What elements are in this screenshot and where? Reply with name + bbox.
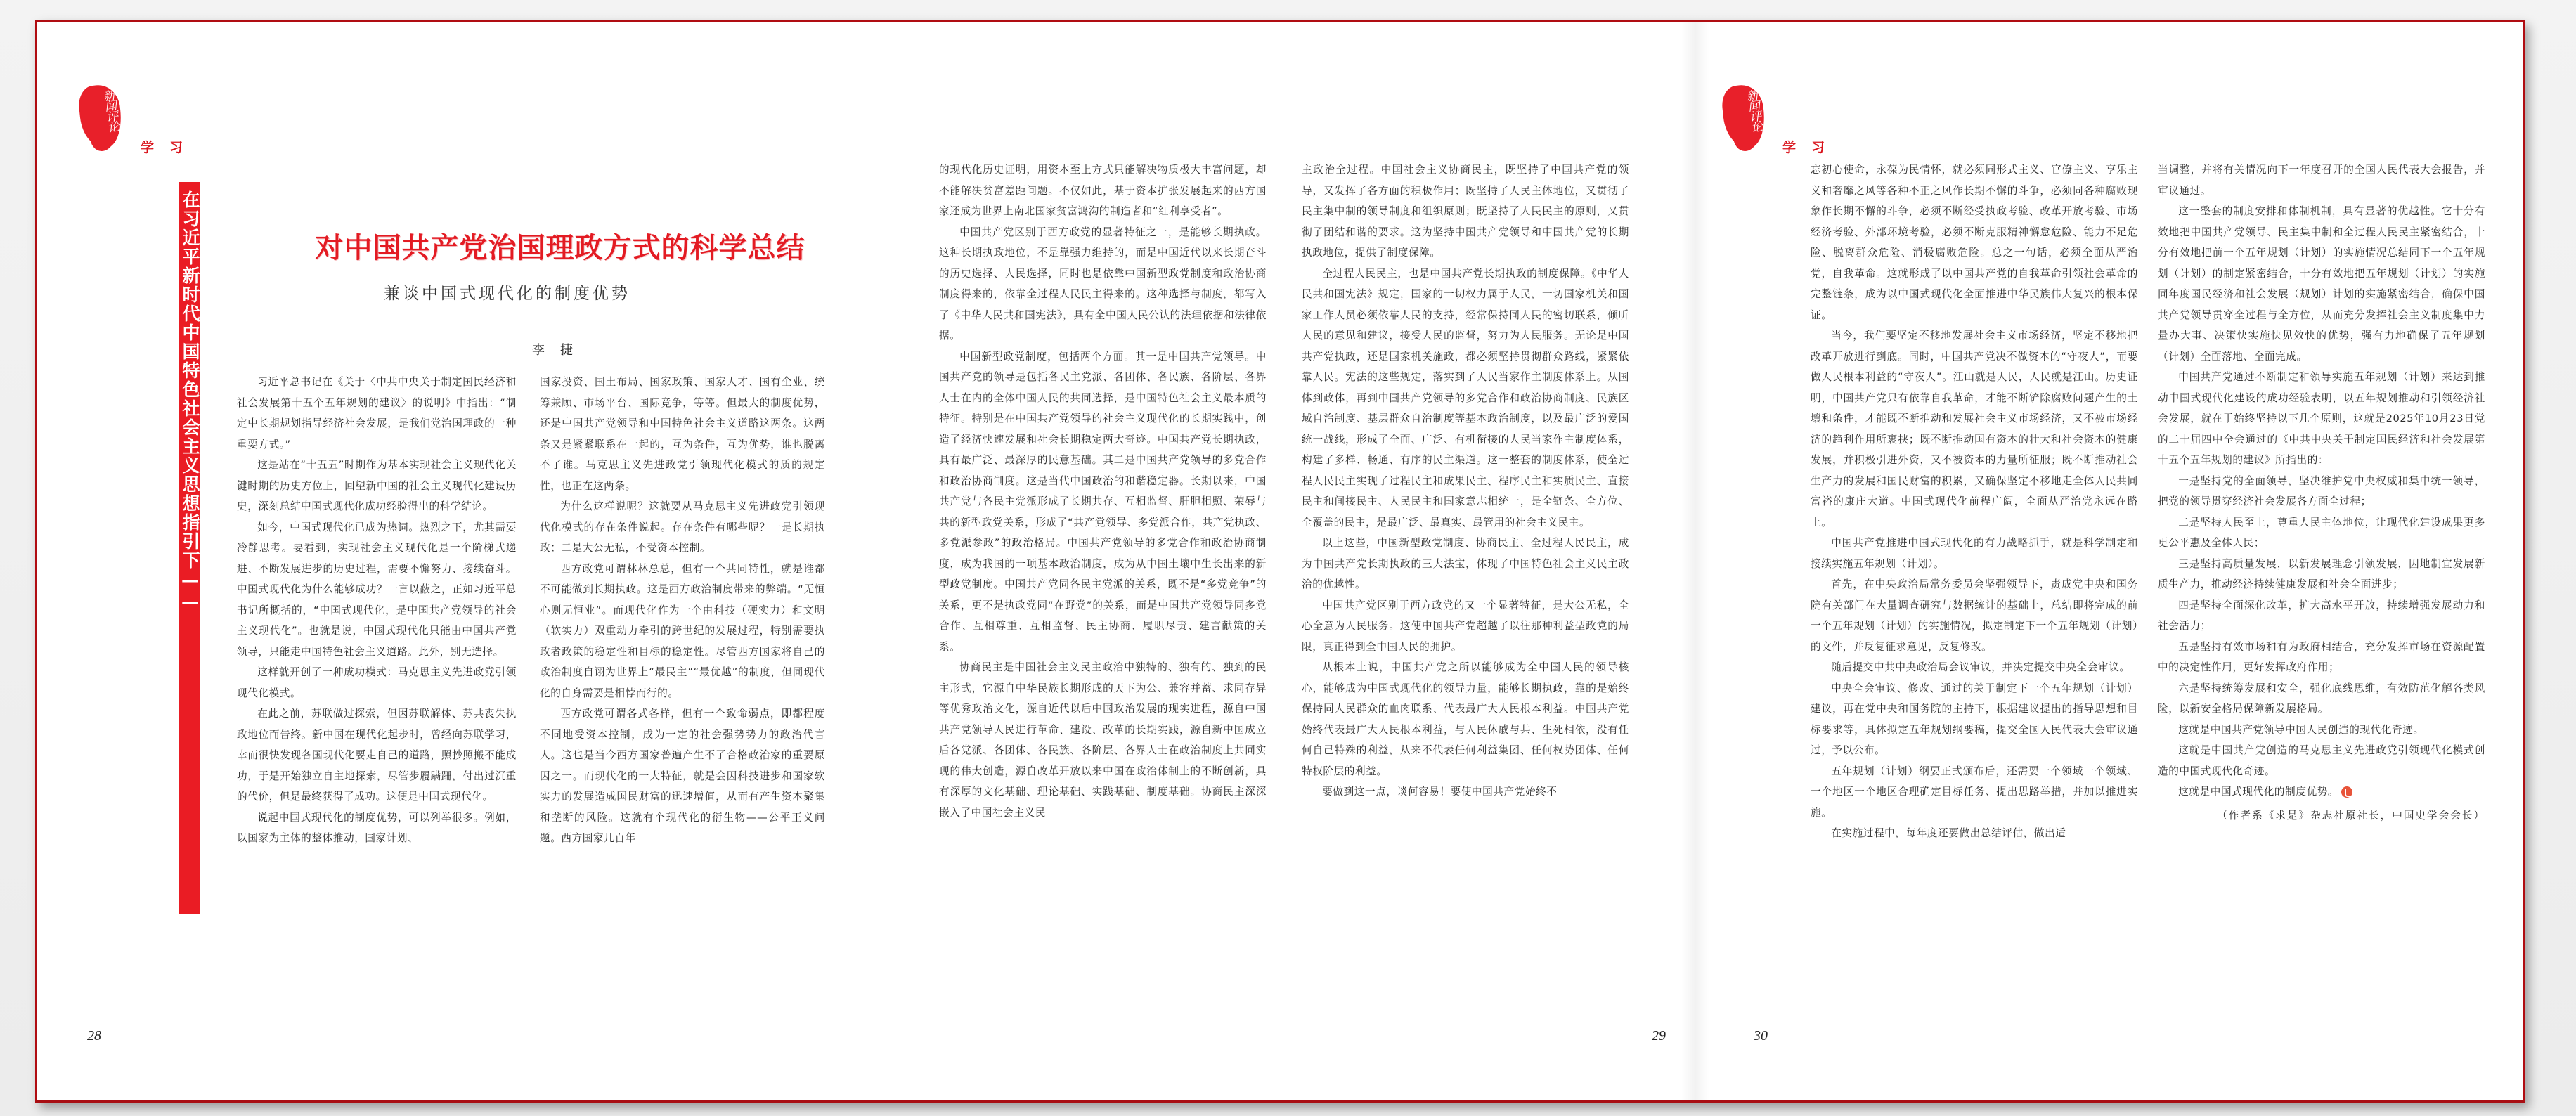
paragraph: 三是坚持高质量发展，以新发展理念引领发展，因地制宜发展新质生产力，推动经济持续健康发展和社会全面进步； xyxy=(2158,557,2485,590)
closing-text: 这就是中国式现代化的制度优势。 xyxy=(2178,786,2339,798)
paragraph: 这一整套的制度安排和体制机制，具有显著的优越性。它十分有效地把中国共产党领导、民主集中制和全过程人民民主紧密结合，十分有效地把前一个五年规划（计划）的实施情况总结同下一个五年规划（计划）的制定紧密结合，十分有效地把五年规划（计划）的实施同年度国民经济和社会发展（规划）计划的实施紧密结合，确保中国共产党领导贯穿全过程与全方位，从而充分发挥社会主义制度集中力量办大事、决策快实施快见效快的优势，强有力地确保了五年规划（计划）全面落地、全面完成。 xyxy=(2158,205,2485,363)
page-number-30: 30 xyxy=(1754,1028,1768,1044)
paragraph: 四是坚持全面深化改革，扩大高水平开放，持续增强发展动力和社会活力； xyxy=(2158,599,2485,632)
paragraph: 如今，中国式现代化已成为热词。热烈之下，尤其需要冷静思考。要看到，实现社会主义现代化是一个阶梯式递进、不断发展进步的历史过程，需要不懈努力、接续奋斗。中国式现代化为什么能够成功？一言以蔽之，正如习近平总书记所概括的，“中国式现代化，是中国共产党领导的社会主义现代化”。也就是说，中国式现代化只能由中国共产党领导，只能走中国特色社会主义道路。此外，别无选择。 xyxy=(237,521,517,658)
paragraph: 随后提交中共中央政治局会议审议，并决定提交中央全会审议。 xyxy=(1831,661,2130,673)
page30-column1 xyxy=(1811,160,2138,844)
paragraph: 六是坚持统筹发展和安全，强化底线思维，有效防范化解各类风险，以新安全格局保障新发展格局。 xyxy=(2158,682,2485,715)
paragraph: 中国共产党通过不断制定和领导实施五年规划（计划）来达到推动中国式现代化建设的成功经验表明，以五年规划推动和引领经济社会发展，就在于始终坚持以下几个原则，这就是2025年10月23日党的二十届四中全会通过的《中共中央关于制定国民经济和社会发展第十五个五年规划的建议》所指出的： xyxy=(2158,371,2485,466)
paragraph: 这就是中国共产党创造的马克思主义先进政党引领现代化模式创造的中国式现代化奇迹。 xyxy=(2158,744,2485,777)
section-label-left: 学习 xyxy=(141,140,199,155)
magazine-spread xyxy=(35,20,2525,1103)
paragraph: 西方政党可谓林林总总，但有一个共同特性，就是谁都不可能做到长期执政。这是西方政治制度带来的弊端。“无恒心则无恒业”。而现代化作为一个由科技（硬实力）和文明（软实力）双重动力牵引的跨世纪的发展过程，特别需要执政者政策的稳定性和目标的稳定性。尽管西方国家将自己的政治制度自诩为世界上“最民主”“最优越”的制度，但同现代化的自身需要是相悖而行的。 xyxy=(540,562,825,699)
paragraph: 这就是中国共产党领导中国人民创造的现代化奇迹。 xyxy=(2178,723,2424,736)
paragraph: 中国共产党区别于西方政党的又一个显著特征，是大公无私，全心全意为人民服务。这使中国共产党超越了以往那种利益型政党的局限，真正得到全中国人民的拥护。 xyxy=(1302,599,1629,653)
paragraph: 中国共产党区别于西方政党的显著特征之一，是能够长期执政。这种长期执政地位，不是靠强力维持的，而是中国近代以来长期奋斗的历史选择、人民选择，同时也是依靠中国新型政党制度和政治协商制度得来的，依靠全过程人民民主得来的。这种选择与制度，都写入了《中华人民共和国宪法》，具有全中国人民公认的法理依据和法律依据。 xyxy=(939,226,1267,342)
page-number-29: 29 xyxy=(1652,1028,1666,1044)
paragraph: 五年规划（计划）纲要正式颁布后，还需要一个领域一个领域、一个地区一个地区合理确定目标任务、提出思路举措，并加以推进实施。 xyxy=(1811,765,2138,819)
page28-column1 xyxy=(237,372,517,849)
paragraph: 中国共产党推进中国式现代化的有力战略抓手，就是科学制定和接续实施五年规划（计划）。 xyxy=(1811,537,2138,570)
paragraph: 要做到这一点，谈何容易！要使中国共产党始终不 xyxy=(1322,786,1558,798)
page30-column2-body xyxy=(2158,160,2485,781)
page-gutter xyxy=(1681,22,1709,1100)
paragraph: 这是站在“十五五”时期作为基本实现社会主义现代化关键时期的历史方位上，回望新中国的社会主义现代化建设历史，深刻总结中国式现代化成功经验得出的科学结论。 xyxy=(237,459,517,512)
page29-column2 xyxy=(1302,160,1629,803)
paragraph: 一是坚持党的全面领导，坚决维护党中央权威和集中统一领导，把党的领导贯穿经济社会发展各方面全过程； xyxy=(2158,474,2485,507)
paragraph: 协商民主是中国社会主义民主政治中独特的、独有的、独到的民主形式，它源自中华民族长期形成的天下为公、兼容并蓄、求同存异等优秀政治文化，源自近代以后中国政治发展的现实进程，源自中国共产党领导人民进行革命、建设、改革的长期实践，源自新中国成立后各党派、各团体、各民族、各阶层、各界人士在政治制度上共同实现的伟大创造，源自改革开放以来中国在政治体制上的不断创新，具有深厚的文化基础、理论基础、实践基础、制度基础。协商民主深深嵌入了中国社会主义民 xyxy=(939,661,1267,819)
page-number-28: 28 xyxy=(87,1028,101,1044)
paragraph: 中央全会审议、修改、通过的关于制定下一个五年规划（计划）建议，再在党中央和国务院的主持下，根据建议提出的指导思想和目标要求等，具体拟定五年规划纲要稿，提交全国人民代表大会审议通过，予以公布。 xyxy=(1811,682,2138,756)
paragraph: 习近平总书记在《关于〈中共中央关于制定国民经济和社会发展第十五个五年规划的建议〉的说明》中指出：“制定中长期规划指导经济社会发展，是我们党治国理政的一种重要方式。” xyxy=(237,376,517,450)
paragraph: 这样就开创了一种成功模式：马克思主义先进政党引领现代化模式。 xyxy=(237,666,517,699)
paragraph: 当今，我们要坚定不移地发展社会主义市场经济，坚定不移地把改革开放进行到底。同时，中国共产党决不做资本的“守夜人”，而要做人民根本利益的“守夜人”。江山就是人民，人民就是江山。历史证明，中国共产党只有依靠自我革命，才能不断铲除腐败问题产生的土壤和条件，才能既不断推动和发展社会主义市场经济，又不被市场经济的趋利作用所裹挟；既不断推动国有资本的壮大和社会资本的健康发展，并积极引进外资，又不被资本的力量所征服；既不断推动社会生产力的发展和国民财富的积累，又确保坚定不移地走全体人民共同富裕的康庄大道。中国式现代化前程广阔，全面从严治党永远在路上。 xyxy=(1811,330,2138,528)
page29-column1 xyxy=(939,160,1267,823)
paragraph: 中国新型政党制度，包括两个方面。其一是中国共产党领导。中国共产党的领导是包括各民主党派、各团体、各民族、各阶层、各界人士在内的全体中国人民的共同选择，是中国特色社会主义最本质的特征。特别是在中国共产党领导的社会主义现代化的长期实践中，创造了经济快速发展和社会长期稳定两大奇迹。中国共产党长期执政，具有最广泛、最深厚的民意基础。其二是中国共产党领导的多党合作和政治协商制度。这是当代中国政治的和谐稳定器。长期以来，中国共产党与各民主党派形成了长期共存、互相监督、肝胆相照、荣辱与共的新型政党关系，形成了“共产党领导、多党派合作，共产党执政、多党派参政”的政治格局。中国共产党领导的多党合作和政治协商制度，成为我国的一项基本政治制度，成为从中国土壤中生长出来的新型政党制度。中国共产党同各民主党派的关系，既不是“多党竞争”的关系，更不是执政党同“在野党”的关系，而是中国共产党领导同多党合作、互相尊重、互相监督、民主协商、履职尽责、建言献策的关系。 xyxy=(939,350,1267,653)
article-end-mark-icon xyxy=(2341,786,2352,798)
page30-column2 xyxy=(2158,160,2485,826)
paragraph: 二是坚持人民至上，尊重人民主体地位，让现代化建设成果更多更公平惠及全体人民； xyxy=(2158,516,2485,549)
paragraph: 在此之前，苏联做过探索，但因苏联解体、苏共丧失执政地位而告终。新中国在现代化起步时，曾经向苏联学习，幸而很快发现各国现代化要走自己的道路，照抄照搬不能成功，于是开始独立自主地探索，尽管步履蹒跚，付出过沉重的代价，但是最终获得了成功。这便是中国式现代化。 xyxy=(237,708,517,803)
paragraph: 国家投资、国土布局、国家政策、国家人才、国有企业、统筹兼顾、市场平台、国际竞争，等等。但最大的制度优势，还是中国共产党领导和中国特色社会主义道路这两条。这两条又是紧紧联系在一起的，互为条件，互为优势，谁也脱离不了谁。马克思主义先进政党引领现代化模式的质的规定性，也正在这两条。 xyxy=(540,376,825,492)
column-logo-right xyxy=(1723,85,1766,155)
paragraph: 全过程人民民主，也是中国共产党长期执政的制度保障。《中华人民共和国宪法》规定，国家的一切权力属于人民，一切国家机关和国家工作人员必须依靠人民的支持，经常保持同人民的密切联系，倾听人民的意见和建议，接受人民的监督，努力为人民服务。无论是中国共产党执政，还是国家机关施政，都必须坚持贯彻群众路线，紧紧依靠人民。宪法的这些规定，落实到了人民当家作主制度体系上。从国体到政体，再到中国共产党领导的多党合作和政治协商制度、民族区域自治制度、基层群众自治制度等基本政治制度，以及最广泛的爱国统一战线，形成了全面、广泛、有机衔接的人民当家作主制度体系，构建了多样、畅通、有序的民主渠道。这一整套的制度体系，使全过程人民民主实现了过程民主和成果民主、程序民主和实质民主、直接民主和间接民主、人民民主和国家意志相统一，是全链条、全方位、全覆盖的民主，是最广泛、最真实、最管用的社会主义民主。 xyxy=(1302,267,1629,528)
paragraph: 从根本上说，中国共产党之所以能够成为全中国人民的领导核心，能够成为中国式现代化的领导力量，能够长期执政，靠的是始终保持同人民群众的血肉联系、代表最广大人民根本利益。中国共产党始终代表最广大人民根本利益，与人民休戚与共、生死相依，没有任何自己特殊的利益，从来不代表任何利益集团、任何权势团体、任何特权阶层的利益。 xyxy=(1302,661,1629,777)
paragraph: 主政治全过程。中国社会主义协商民主，既坚持了中国共产党的领导，又发挥了各方面的积极作用；既坚持了人民主体地位，又贯彻了民主集中制的领导制度和组织原则；既坚持了人民民主的原则，又贯彻了团结和谐的要求。这为坚持中国共产党领导和中国共产党的长期执政地位，提供了制度保障。 xyxy=(1302,164,1629,259)
paragraph: 的现代化历史证明，用资本至上方式只能解决物质极大丰富问题，却不能解决贫富差距问题。不仅如此，基于资本扩张发展起来的西方国家还成为世界上南北国家贫富鸿沟的制造者和“红利享受者”。 xyxy=(939,164,1267,217)
logo-script-text: 新闻评论 xyxy=(1742,89,1763,133)
paragraph: 西方政党可谓各式各样，但有一个致命弱点，即都程度不同地受资本控制，成为一定的社会强势势力的政治代言人。这也是当今西方国家普遍产生不了合格政治家的重要原因之一。而现代化的一大特征，就是会因科技进步和国家软实力的发展造成国民财富的迅速增值，从而有产生资本聚集和垄断的风险。这就有个现代化的衍生物——公平正义问题。西方国家几百年 xyxy=(540,708,825,844)
logo-script-text: 新闻评论 xyxy=(99,89,119,133)
paragraph: 在实施过程中，每年度还要做出总结评估，做出适 xyxy=(1831,827,2066,839)
article-author: 李捷 xyxy=(532,343,588,358)
vertical-banner: 在习近平新时代中国特色社会主义思想指引下—— xyxy=(179,182,200,914)
section-label-right: 学习 xyxy=(1782,140,1841,155)
paragraph: 说起中国式现代化的制度优势，可以列举很多。例如，以国家为主体的整体推动，国家计划、 xyxy=(237,811,517,844)
paragraph: 忘初心使命，永葆为民情怀，就必须同形式主义、官僚主义、享乐主义和奢靡之风等各种不正之风作长期不懈的斗争，必须同各种腐败现象作长期不懈的斗争，必须不断经受执政考验、改革开放考验、市场经济考验、外部环境考验，必须不断克服精神懈怠危险、能力不足危险、脱离群众危险、消极腐败危险。总之一句话，必须全面从严治党，自我革命。这就形成了以中国共产党的自我革命引领社会革命的完整链条，成为以中国式现代化全面推进中华民族伟大复兴的根本保证。 xyxy=(1811,164,2138,321)
paragraph: 首先，在中央政治局常务委员会坚强领导下，责成党中央和国务院有关部门在大量调查研究与数据统计的基础上，总结即将完成的前一个五年规划（计划）的实施情况，拟定制定下一个五年规划（计划）的文件，并反复征求意见，反复修改。 xyxy=(1811,578,2138,653)
author-signature: （作者系《求是》杂志社原社长，中国史学会会长） xyxy=(2217,809,2485,822)
column-logo-left xyxy=(80,85,122,155)
paragraph: 以上这些，中国新型政党制度、协商民主、全过程人民民主，成为中国共产党长期执政的三大法宝，体现了中国特色社会主义民主政治的优越性。 xyxy=(1302,537,1629,590)
closing-paragraph xyxy=(2158,781,2485,803)
paragraph: 为什么这样说呢？这就要从马克思主义先进政党引领现代化模式的存在条件说起。存在条件有哪些呢？一是长期执政；二是大公无私，不受资本控制。 xyxy=(540,500,825,554)
article-subtitle: ——兼谈中国式现代化的制度优势 xyxy=(346,285,630,303)
paragraph: 五是坚持有效市场和有为政府相结合，充分发挥市场在资源配置中的决定性作用，更好发挥政府作用； xyxy=(2158,640,2485,673)
page28-column2 xyxy=(540,372,825,849)
article-title: 对中国共产党治国理政方式的科学总结 xyxy=(315,231,805,264)
paragraph: 当调整，并将有关情况向下一年度召开的全国人民代表大会报告，并审议通过。 xyxy=(2158,164,2485,197)
